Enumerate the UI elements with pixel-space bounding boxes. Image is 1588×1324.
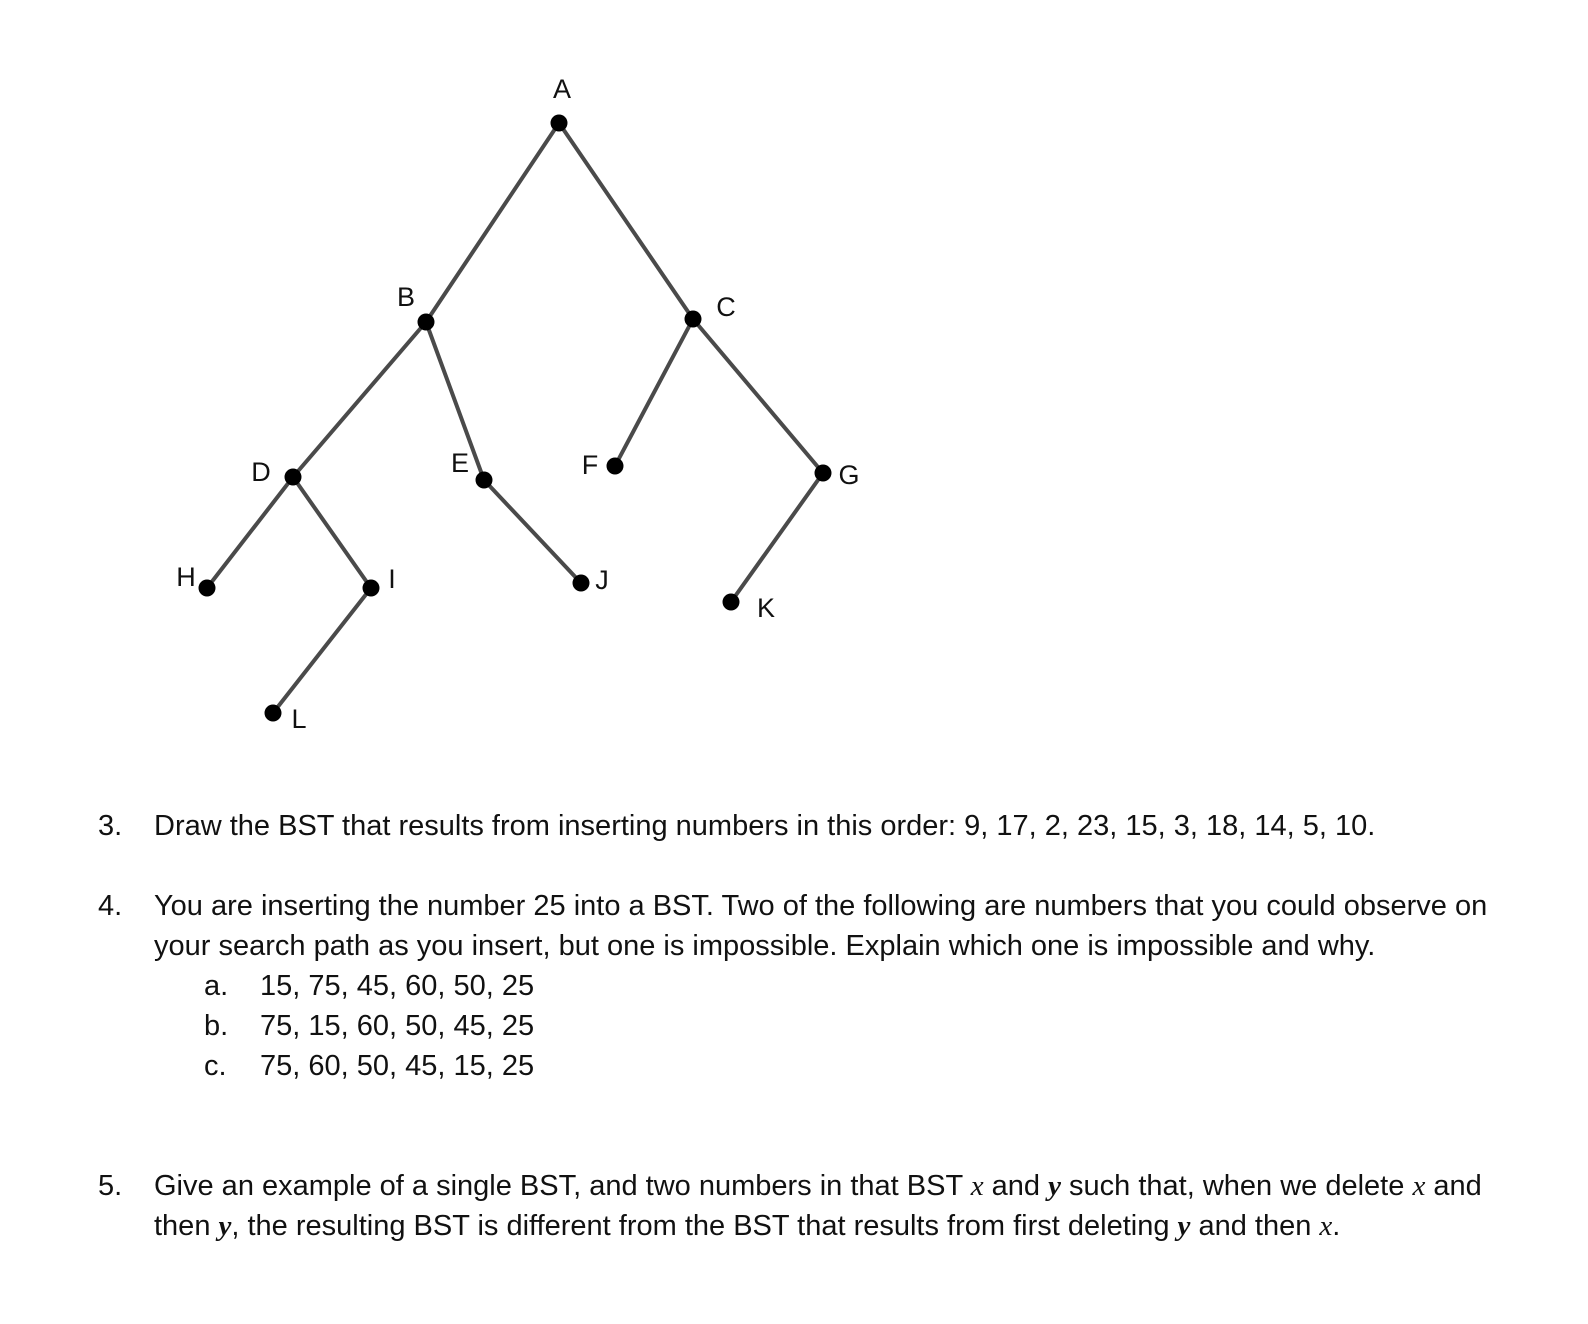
tree-edge-b-d bbox=[293, 322, 426, 477]
tree-node-label-c: C bbox=[716, 292, 736, 322]
question-4-text: You are inserting the number 25 into a BST. Two of the following are numbers that you could observe on your search path as you insert, but one is impossible. Explain which one is impossible and why. bbox=[154, 890, 1488, 962]
option-b bbox=[204, 1006, 1518, 1046]
variable-y: y bbox=[218, 1210, 232, 1242]
tree-node-d bbox=[285, 469, 302, 486]
tree-node-label-l: L bbox=[291, 704, 307, 734]
tree-node-c bbox=[685, 311, 702, 328]
tree-node-a bbox=[551, 115, 568, 132]
question-4 bbox=[98, 886, 1518, 1086]
tree-node-l bbox=[265, 705, 282, 722]
q5-text-3: such that, when we delete bbox=[1060, 1170, 1413, 1202]
variable-x: x bbox=[1412, 1170, 1426, 1202]
question-3-text: Draw the BST that results from inserting numbers in this order: 9, 17, 2, 23, 15, 3, 18, 14, 5, 10. bbox=[154, 810, 1376, 842]
option-values: 75, 15, 60, 50, 45, 25 bbox=[260, 1010, 535, 1042]
option-values: 15, 75, 45, 60, 50, 25 bbox=[260, 970, 535, 1002]
question-5-text bbox=[154, 1166, 1518, 1246]
tree-node-label-k: K bbox=[756, 593, 776, 623]
tree-edge-i-l bbox=[273, 588, 371, 713]
tree-node-h bbox=[199, 580, 216, 597]
tree-node-label-d: D bbox=[251, 457, 271, 487]
tree-node-label-i: I bbox=[388, 564, 396, 594]
variable-x: x bbox=[970, 1170, 984, 1202]
tree-edge-a-c bbox=[559, 123, 693, 319]
tree-edge-c-f bbox=[615, 319, 693, 466]
tree-node-label-a: A bbox=[552, 74, 572, 104]
tree-edge-d-i bbox=[293, 477, 371, 588]
tree-node-k bbox=[723, 594, 740, 611]
variable-y: y bbox=[1048, 1170, 1061, 1202]
question-5 bbox=[98, 1166, 1518, 1246]
tree-edge-e-j bbox=[484, 480, 581, 583]
variable-y: y bbox=[1177, 1210, 1191, 1242]
option-letter: c. bbox=[204, 1050, 227, 1082]
tree-node-g bbox=[815, 465, 832, 482]
tree-node-label-f: F bbox=[581, 450, 599, 480]
question-3 bbox=[98, 806, 1518, 846]
q5-text-6: and then bbox=[1190, 1210, 1320, 1242]
tree-node-e bbox=[476, 472, 493, 489]
question-3-number: 3. bbox=[98, 810, 123, 842]
option-c bbox=[204, 1046, 1518, 1086]
tree-node-b bbox=[418, 314, 435, 331]
tree-edge-c-g bbox=[693, 319, 823, 473]
q5-text-5: , the resulting BST is different from the BST that results from first deleting bbox=[231, 1210, 1178, 1242]
question-4-options bbox=[204, 966, 1518, 1086]
tree-node-label-g: G bbox=[838, 460, 860, 490]
option-letter: b. bbox=[204, 1010, 229, 1042]
q5-text-1: Give an example of a single BST, and two numbers in that BST bbox=[154, 1170, 971, 1202]
q5-text-7: . bbox=[1332, 1210, 1341, 1242]
q5-text-4: and then bbox=[154, 1170, 1482, 1242]
option-values: 75, 60, 50, 45, 15, 25 bbox=[260, 1050, 535, 1082]
option-a bbox=[204, 966, 1518, 1006]
q5-text-2: and bbox=[983, 1170, 1049, 1202]
tree-edge-a-b bbox=[426, 123, 559, 322]
tree-node-label-b: B bbox=[396, 282, 416, 312]
tree-edge-g-k bbox=[731, 473, 823, 602]
tree-node-i bbox=[363, 580, 380, 597]
option-letter: a. bbox=[204, 970, 229, 1002]
tree-node-j bbox=[573, 575, 590, 592]
tree-node-label-h: H bbox=[176, 562, 196, 592]
tree-node-label-j: J bbox=[595, 565, 609, 595]
tree-edge-d-h bbox=[207, 477, 293, 588]
question-5-number: 5. bbox=[98, 1170, 123, 1202]
variable-x: x bbox=[1319, 1210, 1333, 1242]
question-4-number: 4. bbox=[98, 890, 123, 922]
tree-node-label-e: E bbox=[450, 448, 470, 478]
tree-node-f bbox=[607, 458, 624, 475]
